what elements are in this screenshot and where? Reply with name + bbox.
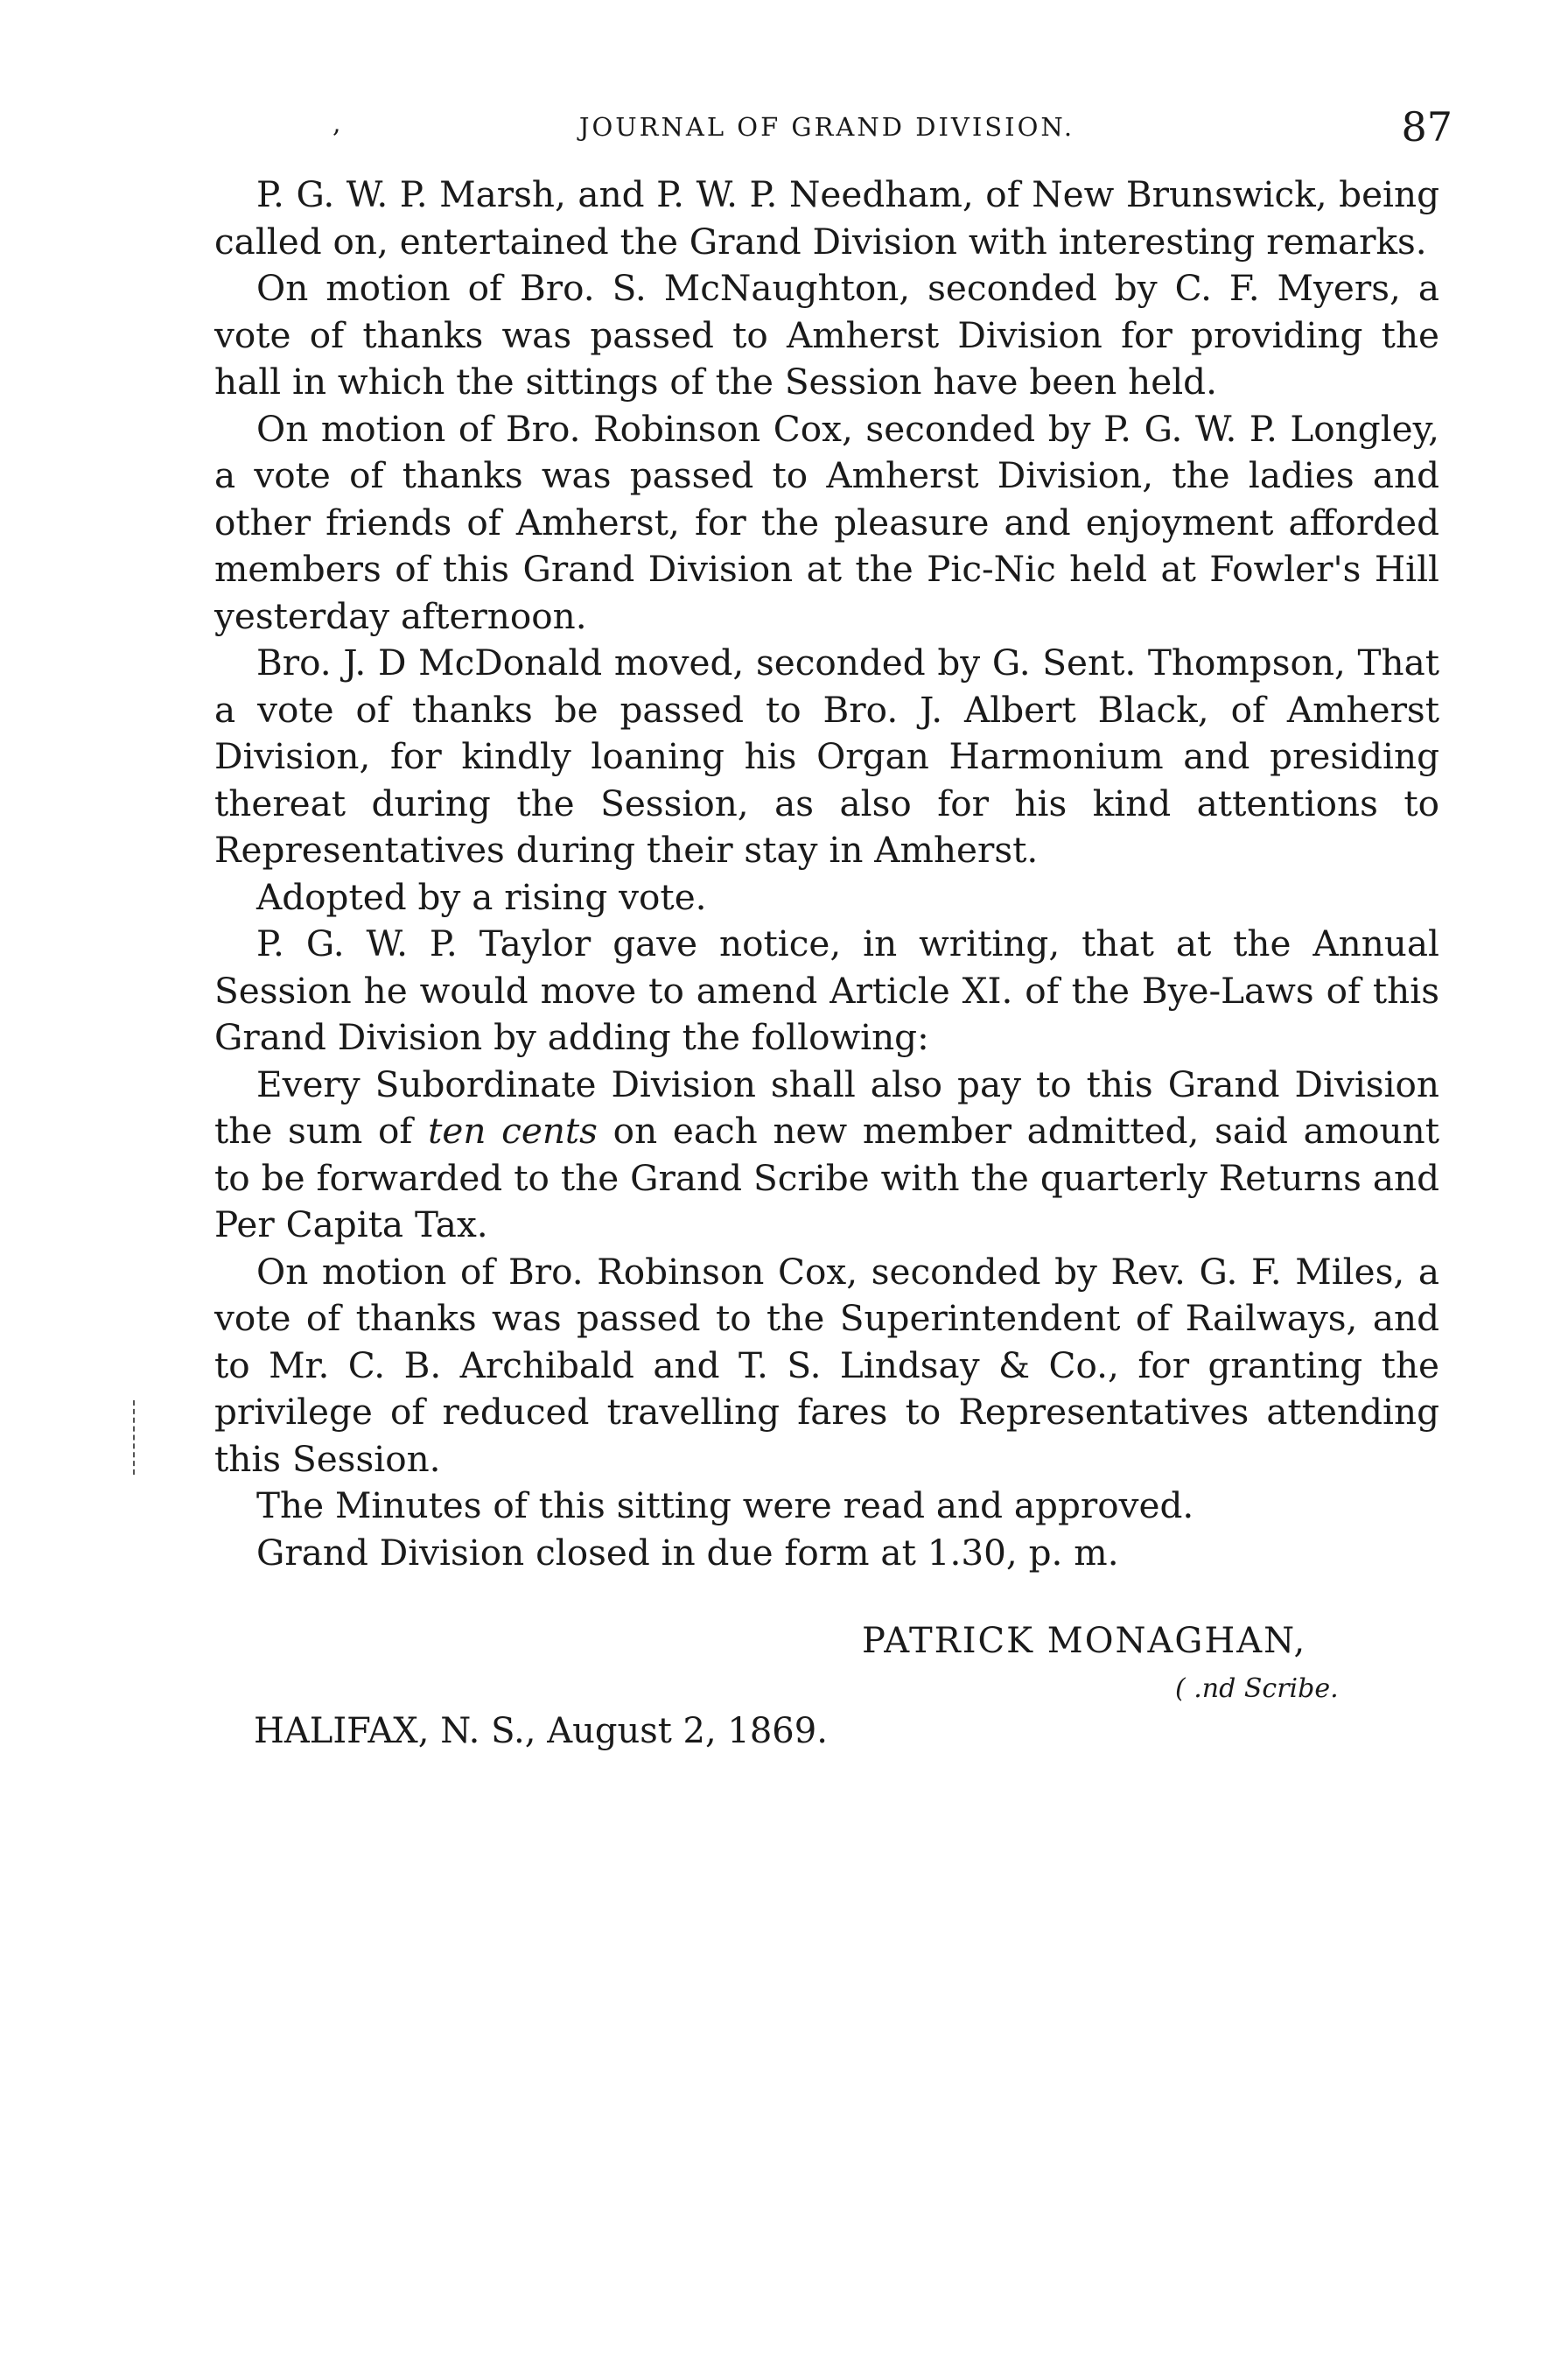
header-mark: , [332,109,341,139]
signature-title: ( .nd Scribe. [1175,1673,1339,1704]
header-title: JOURNAL OF GRAND DIVISION. [578,112,1075,142]
dateline: HALIFAX, N. S., August 2, 1869. [254,1711,828,1751]
journal-body [214,172,1439,1576]
paragraph-bye-law-amendment [214,1062,1439,1249]
amendment-emphasis: ten cents [428,1110,598,1152]
paragraph-minutes-approved: The Minutes of this sitting were read and approved. [256,1484,1194,1526]
paragraph-mcdonald-motion: Bro. J. D McDonald moved, seconded by G. Sent. Thompson, That a vote of thanks be passed to Bro. J. Albert Black, of Amherst Division, for kindly loaning his Organ Harmonium and presiding thereat during the Session, as also for his kind attentions to Representatives during their stay in Amherst. [214,642,1439,871]
margin-mark [133,1400,135,1475]
paragraph-cox-longley-motion: On motion of Bro. Robinson Cox, seconded by P. G. W. P. Longley, a vote of thanks was passed to Amherst Division, the ladies and other friends of Amherst, for the pleasure and enjoyment afforded members of this Grand Division at the Pic-Nic held at Fowler's Hill yesterday afternoon. [214,407,1439,637]
amendment-text-start: Every Subordinate Division shall also pay to this Grand Division the sum of [214,1062,1439,1152]
amendment-text-end: on each new member admitted, said amount to be forwarded to the Grand Scribe with the quarterly Returns and Per Capita Tax. [214,1110,1440,1245]
paragraph-taylor-notice: P. G. W. P. Taylor gave notice, in writing, that at the Annual Session he would move to amend Article XI. of the Bye-Laws of this Grand Division by adding the following: [214,922,1439,1058]
paragraph-closing: Grand Division closed in due form at 1.30, p. m. [256,1531,1119,1574]
paragraph-mcnaughton-motion: On motion of Bro. S. McNaughton, seconded by C. F. Myers, a vote of thanks was passed to Amherst Division for providing the hall in which the sittings of the Session have been held. [214,267,1439,403]
paragraph-railways-motion: On motion of Bro. Robinson Cox, seconded by Rev. G. F. Miles, a vote of thanks was passed to the Superintendent of Railways, and to Mr. C. B. Archibald and T. S. Lindsay & Co., for granting the privilege of reduced travelling fares to Representatives attending this Session. [214,1250,1439,1480]
paragraph-marsh-needham: P. G. W. P. Marsh, and P. W. P. Needham, of New Brunswick, being called on, entertained the Grand Division with interesting remarks. [214,173,1439,263]
page-number: 87 [1401,103,1452,151]
running-header [201,103,1452,156]
signature-name: PATRICK MONAGHAN, [862,1621,1307,1661]
paragraph-adopted: Adopted by a rising vote. [256,875,707,918]
